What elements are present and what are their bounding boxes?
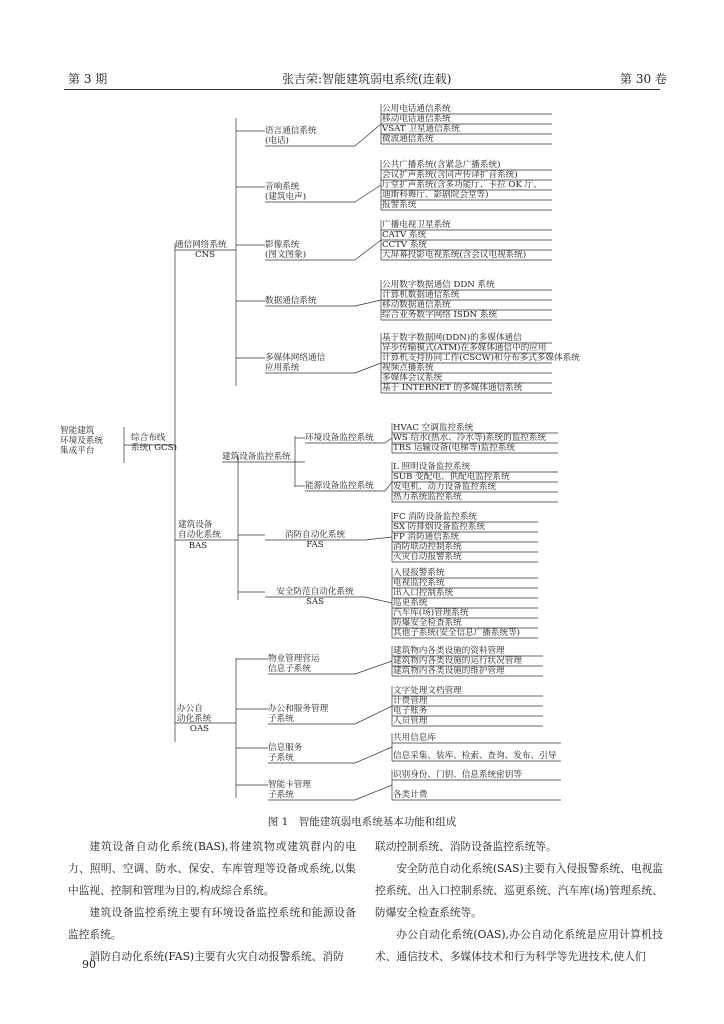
leaf-item: 公用数字数据通信 DDN 系统 xyxy=(382,280,495,290)
oas-child-label: 子系统 xyxy=(268,714,294,724)
leaf-item: 微波通信系统 xyxy=(382,134,434,144)
bas-child-label: 安全防范自动化系统 xyxy=(276,587,354,597)
bas-abbr: BAS xyxy=(188,541,208,551)
leaf-item: 公共广播系统(含紧急广播系统) xyxy=(382,160,501,170)
connector-line xyxy=(355,124,381,146)
leaf-item: 计算机数据通信系统 xyxy=(382,290,460,300)
leaf-item: 热力系统监控系统 xyxy=(393,492,462,502)
connector-line xyxy=(365,597,392,603)
leaf-item: 建筑物内各类设施的运行状况管理 xyxy=(393,656,522,666)
connector-line xyxy=(355,661,392,674)
cns-child-label: (图文图象) xyxy=(265,250,307,260)
body-paragraph: 办公自动化系统(OAS),办公自动化系统是应用计算机技术、通信技术、多媒体技术和行为科学等先进技术,使人们 xyxy=(375,928,663,963)
gcs-node-label: 系统( GCS) xyxy=(131,443,177,453)
leaf-item: 大屏幕投影电视系统(含会议电视系统) xyxy=(382,250,527,260)
leaf-item: TRS 运输设备(电梯等)监控系统 xyxy=(393,443,516,453)
oas-title: 动化系统 xyxy=(177,714,212,724)
cns-child-label: 多媒体网络通信 xyxy=(265,353,326,363)
cns-child-label: 音响系统 xyxy=(265,182,300,192)
leaf-item: 异步传输模式(ATM)在多媒体通信中的应用 xyxy=(382,343,547,353)
leaf-item: FP 消防通信系统 xyxy=(393,532,460,542)
leaf-item: 共用信息库 xyxy=(393,733,436,743)
leaf-item: 巡更系统 xyxy=(393,598,428,608)
oas-child-label: 办公和服务管理 xyxy=(268,704,329,714)
leaf-item: 信息采集、装库、检索、查询、发布、引导 xyxy=(393,751,557,761)
leaf-item: 建筑物内各类设施的维护管理 xyxy=(393,666,505,676)
leaf-item: 电子账务 xyxy=(393,706,428,716)
leaf-item: 消防联动控制系统 xyxy=(393,542,462,552)
body-paragraph: 联动控制系统、消防设备监控系统等。 xyxy=(375,840,557,853)
oas-child-label: 智能卡管理 xyxy=(268,780,311,790)
issue-label: 第 3 期 xyxy=(68,72,108,86)
leaf-item: CCTV 系统 xyxy=(382,240,428,250)
leaf-item: L 照明设备监控系统 xyxy=(393,462,471,472)
body-paragraph: 消防自动化系统(FAS)主要有火灾自动报警系统、消防 xyxy=(89,950,344,963)
leaf-item: 移动数据通信系统 xyxy=(382,300,451,310)
leaf-item: 基于数字数据网(DDN)的多媒体通信 xyxy=(382,333,522,343)
connector-line xyxy=(355,240,381,260)
leaf-item: 移动电话通信系统 xyxy=(382,114,451,124)
leaf-item: HVAC 空调监控系统 xyxy=(393,423,474,433)
connector-line xyxy=(355,363,381,373)
leaf-item: 计费管理 xyxy=(393,696,428,706)
leaf-item: 各类计费 xyxy=(393,790,428,800)
leaf-item: 公用电话通信系统 xyxy=(382,104,451,114)
leaf-item: SUB 变配电、供配电监控系统 xyxy=(393,472,510,482)
body-paragraph: 建筑设备自动化系统(BAS),将建筑物或建筑群内的电力、照明、空调、防水、保安、车库管理等设备或系统,以集中监视、控制和管理为目的,构成综合系统。 xyxy=(68,840,356,897)
connector-line xyxy=(355,706,392,724)
body-paragraph: 安全防范自动化系统(SAS)主要有入侵报警系统、电视监控系统、出入口控制系统、巡更系统、汽车库(场)管理系统、防爆安全检查系统等。 xyxy=(375,862,663,919)
leaf-item: 火灾自动报警系统 xyxy=(393,552,462,562)
cns-child-label: 影像系统 xyxy=(265,240,300,250)
bas-child-label: 消防自动化系统 xyxy=(284,530,346,540)
bas-title: 建筑设备 xyxy=(178,520,213,530)
oas-child-label: 物业管理营运 xyxy=(268,654,320,664)
leaf-item: 识别身份、门钥、信息系统密钥等 xyxy=(393,770,522,780)
figure-caption: 图 1 智能建筑弱电系统基本功能和组成 xyxy=(267,816,457,828)
leaf-item: 汽车库(场)管理系统 xyxy=(393,608,469,618)
leaf-item: 其他子系统(安全信息广播系统等) xyxy=(393,628,521,638)
connector-line xyxy=(355,300,381,306)
leaf-item: 基于 INTERNET 的多媒体通信系统 xyxy=(382,383,523,393)
root-node-label: 智能建筑 xyxy=(60,426,95,436)
bas-monitor-label: 能源设备监控系统 xyxy=(305,481,374,491)
root-node-label: 环境及系统 xyxy=(60,436,103,446)
leaf-item: 防爆安全检查系统 xyxy=(393,618,462,628)
cns-child-label: (建筑电声) xyxy=(265,192,307,202)
leaf-item: 会议扩声系统(含同声传译扩音系统) xyxy=(382,170,518,180)
volume-label: 第 30 卷 xyxy=(620,72,667,86)
leaf-item: 多媒体会议系统 xyxy=(382,373,443,383)
body-paragraph: 建筑设备监控系统主要有环境设备监控系统和能源设备监控系统。 xyxy=(68,906,356,941)
cns-child-label: 应用系统 xyxy=(265,363,300,373)
leaf-item: 入侵报警系统 xyxy=(393,568,445,578)
bas-subsystem-label: 建筑设备监控系统 xyxy=(222,452,291,462)
leaf-item: WS 给水(热水、冷水等)系统的监控系统 xyxy=(393,433,547,443)
oas-child-label: 信息子系统 xyxy=(268,664,311,674)
oas-title: 办公自 xyxy=(177,704,203,714)
leaf-item: 计算机支持协同工作(CSCW)和分布多式多媒体系统 xyxy=(382,353,580,363)
oas-child-label: 子系统 xyxy=(268,753,294,763)
bas-child-label: SAS xyxy=(306,597,324,607)
cns-child-label: 语言通信系统 xyxy=(265,126,317,136)
leaf-item: 电视监控系统 xyxy=(393,578,445,588)
cns-title: 通信网络系统 xyxy=(175,240,227,250)
oas-abbr: OAS xyxy=(189,724,210,734)
connector-line xyxy=(355,747,392,763)
leaf-item: 报警系统 xyxy=(382,200,417,210)
leaf-item: FC 消防设备监控系统 xyxy=(393,512,478,522)
root-node-label: 集成平台 xyxy=(60,446,95,456)
leaf-item: 广播电视卫星系统 xyxy=(382,220,451,230)
leaf-item: 迪斯科舞厅、影剧院会堂等) xyxy=(382,190,489,200)
oas-child-label: 信息服务 xyxy=(268,743,303,753)
leaf-item: 建筑物内各类设施的资料管理 xyxy=(393,646,505,656)
bas-title: 自动化系统 xyxy=(178,530,221,540)
connector-line xyxy=(385,482,392,491)
bas-monitor-label: 环境设备监控系统 xyxy=(305,433,374,443)
cns-abbr: CNS xyxy=(195,250,215,260)
leaf-item: 文字处理文档管理 xyxy=(393,686,462,696)
oas-child-label: 子系统 xyxy=(268,790,294,800)
cns-child-label: (电话) xyxy=(265,136,289,146)
connector-line xyxy=(385,438,392,443)
cns-child-label: 数据通信系统 xyxy=(265,296,317,306)
connector-line xyxy=(355,185,381,202)
leaf-item: 发电机、动力设备监控系统 xyxy=(393,482,497,492)
leaf-item: 人员管理 xyxy=(393,716,428,726)
leaf-item: CATV 系统 xyxy=(382,230,427,240)
body-column-right xyxy=(375,836,663,968)
connector-line xyxy=(365,537,392,540)
leaf-item: 出入口控制系统 xyxy=(393,588,454,598)
page-number: 90 xyxy=(82,958,96,971)
gcs-node-label: 综合布线 xyxy=(131,433,166,443)
body-column-left xyxy=(68,836,356,968)
leaf-item: VSAT 卫星通信系统 xyxy=(382,124,460,134)
leaf-item: 视频点播系统 xyxy=(382,363,434,373)
running-title: 张吉荣:智能建筑弱电系统(连载) xyxy=(282,72,452,86)
bas-child-label: FAS xyxy=(306,540,324,550)
leaf-item: 厅堂扩声系统(含多功能厅、卡拉 OK 厅、 xyxy=(382,180,542,190)
leaf-item: SX 防排烟设备监控系统 xyxy=(393,522,486,532)
leaf-item: 综合业务数字网络 ISDN 系统 xyxy=(382,310,498,320)
connector-line xyxy=(355,785,392,800)
